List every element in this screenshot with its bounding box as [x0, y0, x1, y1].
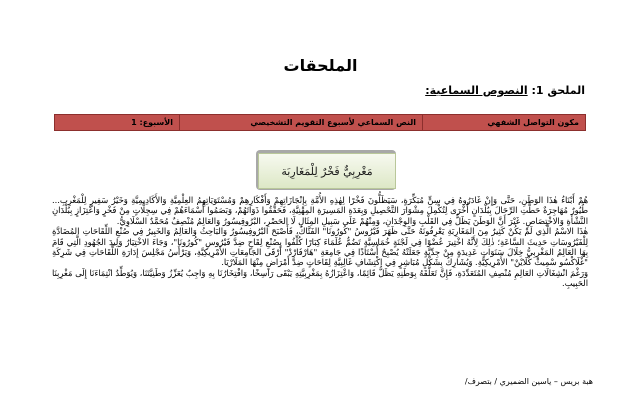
component-cell: مكون التواصل الشفهي: [423, 115, 586, 131]
passage-paragraph-1: هُمْ أَبْنَاءُ هٰذَا الوَطَنِ، حَتَّى وَإِنْ غَادَرُوهُ فِي سِنٍّ مُبَكِّرَةٍ، سَيَظَلُّونَ فَخْرًا لِهٰذِهِ الأُمَّةِ بِإِنْجَازَاتِهِمْ وَأَفْكَارِهِمْ وَمُسْتَوَيَاتِهِمُ العِلْمِيَّةِ وَالأَكَادِيمِيَّةِ وَخَيْرُ سَفِيرٍ لِلْمَغْرِبِ... طُيُورٌ مُهَاجِرَةٌ حَطَّتِ الرِّحَالَ بِبُلْدَانٍ أُخْرَى لِتُكْمِلَ مِشْوَارَ التَّحْصِيلِ وَبِعَدَةِ المَسِيرَةِ المِهْنِيَّةِ، فَحَقَّقُوا ذَوَاتَهُمْ، وَبَصَمُوا أَسْمَاءَهُمْ فِي سِجِلَّاتٍ مِنْ فَخْرٍ وَاعْتِزَازٍ بِبُلْدَانِ النَّشْأَةِ وَالاخْتِصَاصِ. غَيْرَ أَنَّ الوَطَنَ يَظَلُّ فِي القَلْبِ وَالوِجْدَانِ، وَمِنْهُمْ عَلَى سَبِيلِ المِثَالِ لَا الحَصْرِ، البْرُوفِيسُورُ وَالعَالِمُ مُنْصِفٌ مُحَمَّدٌ السْلَاوِيُّ.: [52, 195, 588, 226]
page-title: الملحقات: [283, 56, 358, 75]
text-title: مَغْرِبِيٌّ فَخْرٌ لِلْمَغَارِبَة: [258, 153, 396, 189]
source-citation: هبة بريس – ياسين الضميري / بتصرف/: [464, 377, 593, 386]
appendix-title: النصوص السماعية:: [425, 84, 528, 97]
passage-text: [52, 195, 588, 289]
week-cell: الأسبوع: 1: [55, 115, 180, 131]
lesson-info-table: [54, 114, 586, 131]
appendix-label: الملحق 1:: [531, 84, 585, 97]
appendix-heading: [425, 84, 585, 97]
text-type-cell: النص السماعي لأسبوع التقويم التشخيصي: [180, 115, 423, 131]
passage-paragraph-2: هٰذَا الاسْمُ الَّذِي لَمْ يَكُنْ كَثِيرٌ مِنَ المَغَارِبَةِ يَعْرِفُونَهُ حَتَّى ظَهَرَ فَيْرُوسُ "كُورُونَا" الفَتَّاكُ، فَأَصْبَحَ البْرُوفِيسُورُ وَالبَاحِثُ وَالعَالِمُ وَالخَبِيرُ فِي صُنْعِ اللِّقَاحَاتِ المُضَادَّةِ لِلْفَيْرُوسَاتِ حَدِيثَ السَّاعَةِ؛ ذٰلِكَ لِأَنَّهُ اخْتِيرَ عُضْوًا فِي لَجْنَةٍ خُمَاسِيَّةٍ تَضُمُّ عُلَمَاءَ كِبَارًا كُلِّفُوا بِصُنْعِ لِقَاحٍ ضِدَّ فَيْرُوسِ "كُورُونَا"، وَجَاءَ الاخْتِيَارُ وَلِيدَ الجُهُودِ الَّتِي قَامَ بِهَا العَالِمُ المَغْرِبِيُّ خِلَالَ سَنَوَاتٍ عَدِيدَةٍ مِنْ جِدِّيَّةٍ جَعَلَتْهُ يُصْبِحُ أُسْتَاذًا فِي جَامِعَةِ "هَارْفَارْدْ" أَرْقَى الجَامِعَاتِ الأَمْرِيكِيَّةِ، وَيَرْأَسُ مَجْلِسَ إِدَارَةِ اللِّقَاحَاتِ فِي شَرِكَةِ "غْلَاكْسُو سْمِيثْ كْلَايْنْ" الأَمْرِيكِيَّةِ. وَيُشَارِكُ بِشَكْلٍ مُبَاشِرٍ فِي اكْتِشَافِ غَالِبِيَّةِ لِقَاحَاتٍ ضِدَّ أَمْرَاضٍ مِنْهَا المَلَارْيَا.: [52, 226, 588, 268]
passage-paragraph-3: وَرَغْمَ انْشِغَالَاتِ العَالِمِ مُنْصِفِ المُتَعَدِّدَةِ، فَإِنَّ تَعَلُّقَهُ بِوَطَنِهِ يَظَلُّ قَائِمًا، وَاعْتِزَازُهُ بِمَغْرِبِيَّتِهِ يَبْقَى رَاسِخًا، وَافْتِخَارُنَا بِهِ وَاجِبٌ يُعَزِّزُ وَطَنِيَّتَنَا، وَيُوَطِّدُ انْتِمَاءَنَا إِلَى مَغْرِبِنَا الحَبِيبِ.: [52, 267, 588, 289]
lesson-info-row: [55, 115, 586, 131]
